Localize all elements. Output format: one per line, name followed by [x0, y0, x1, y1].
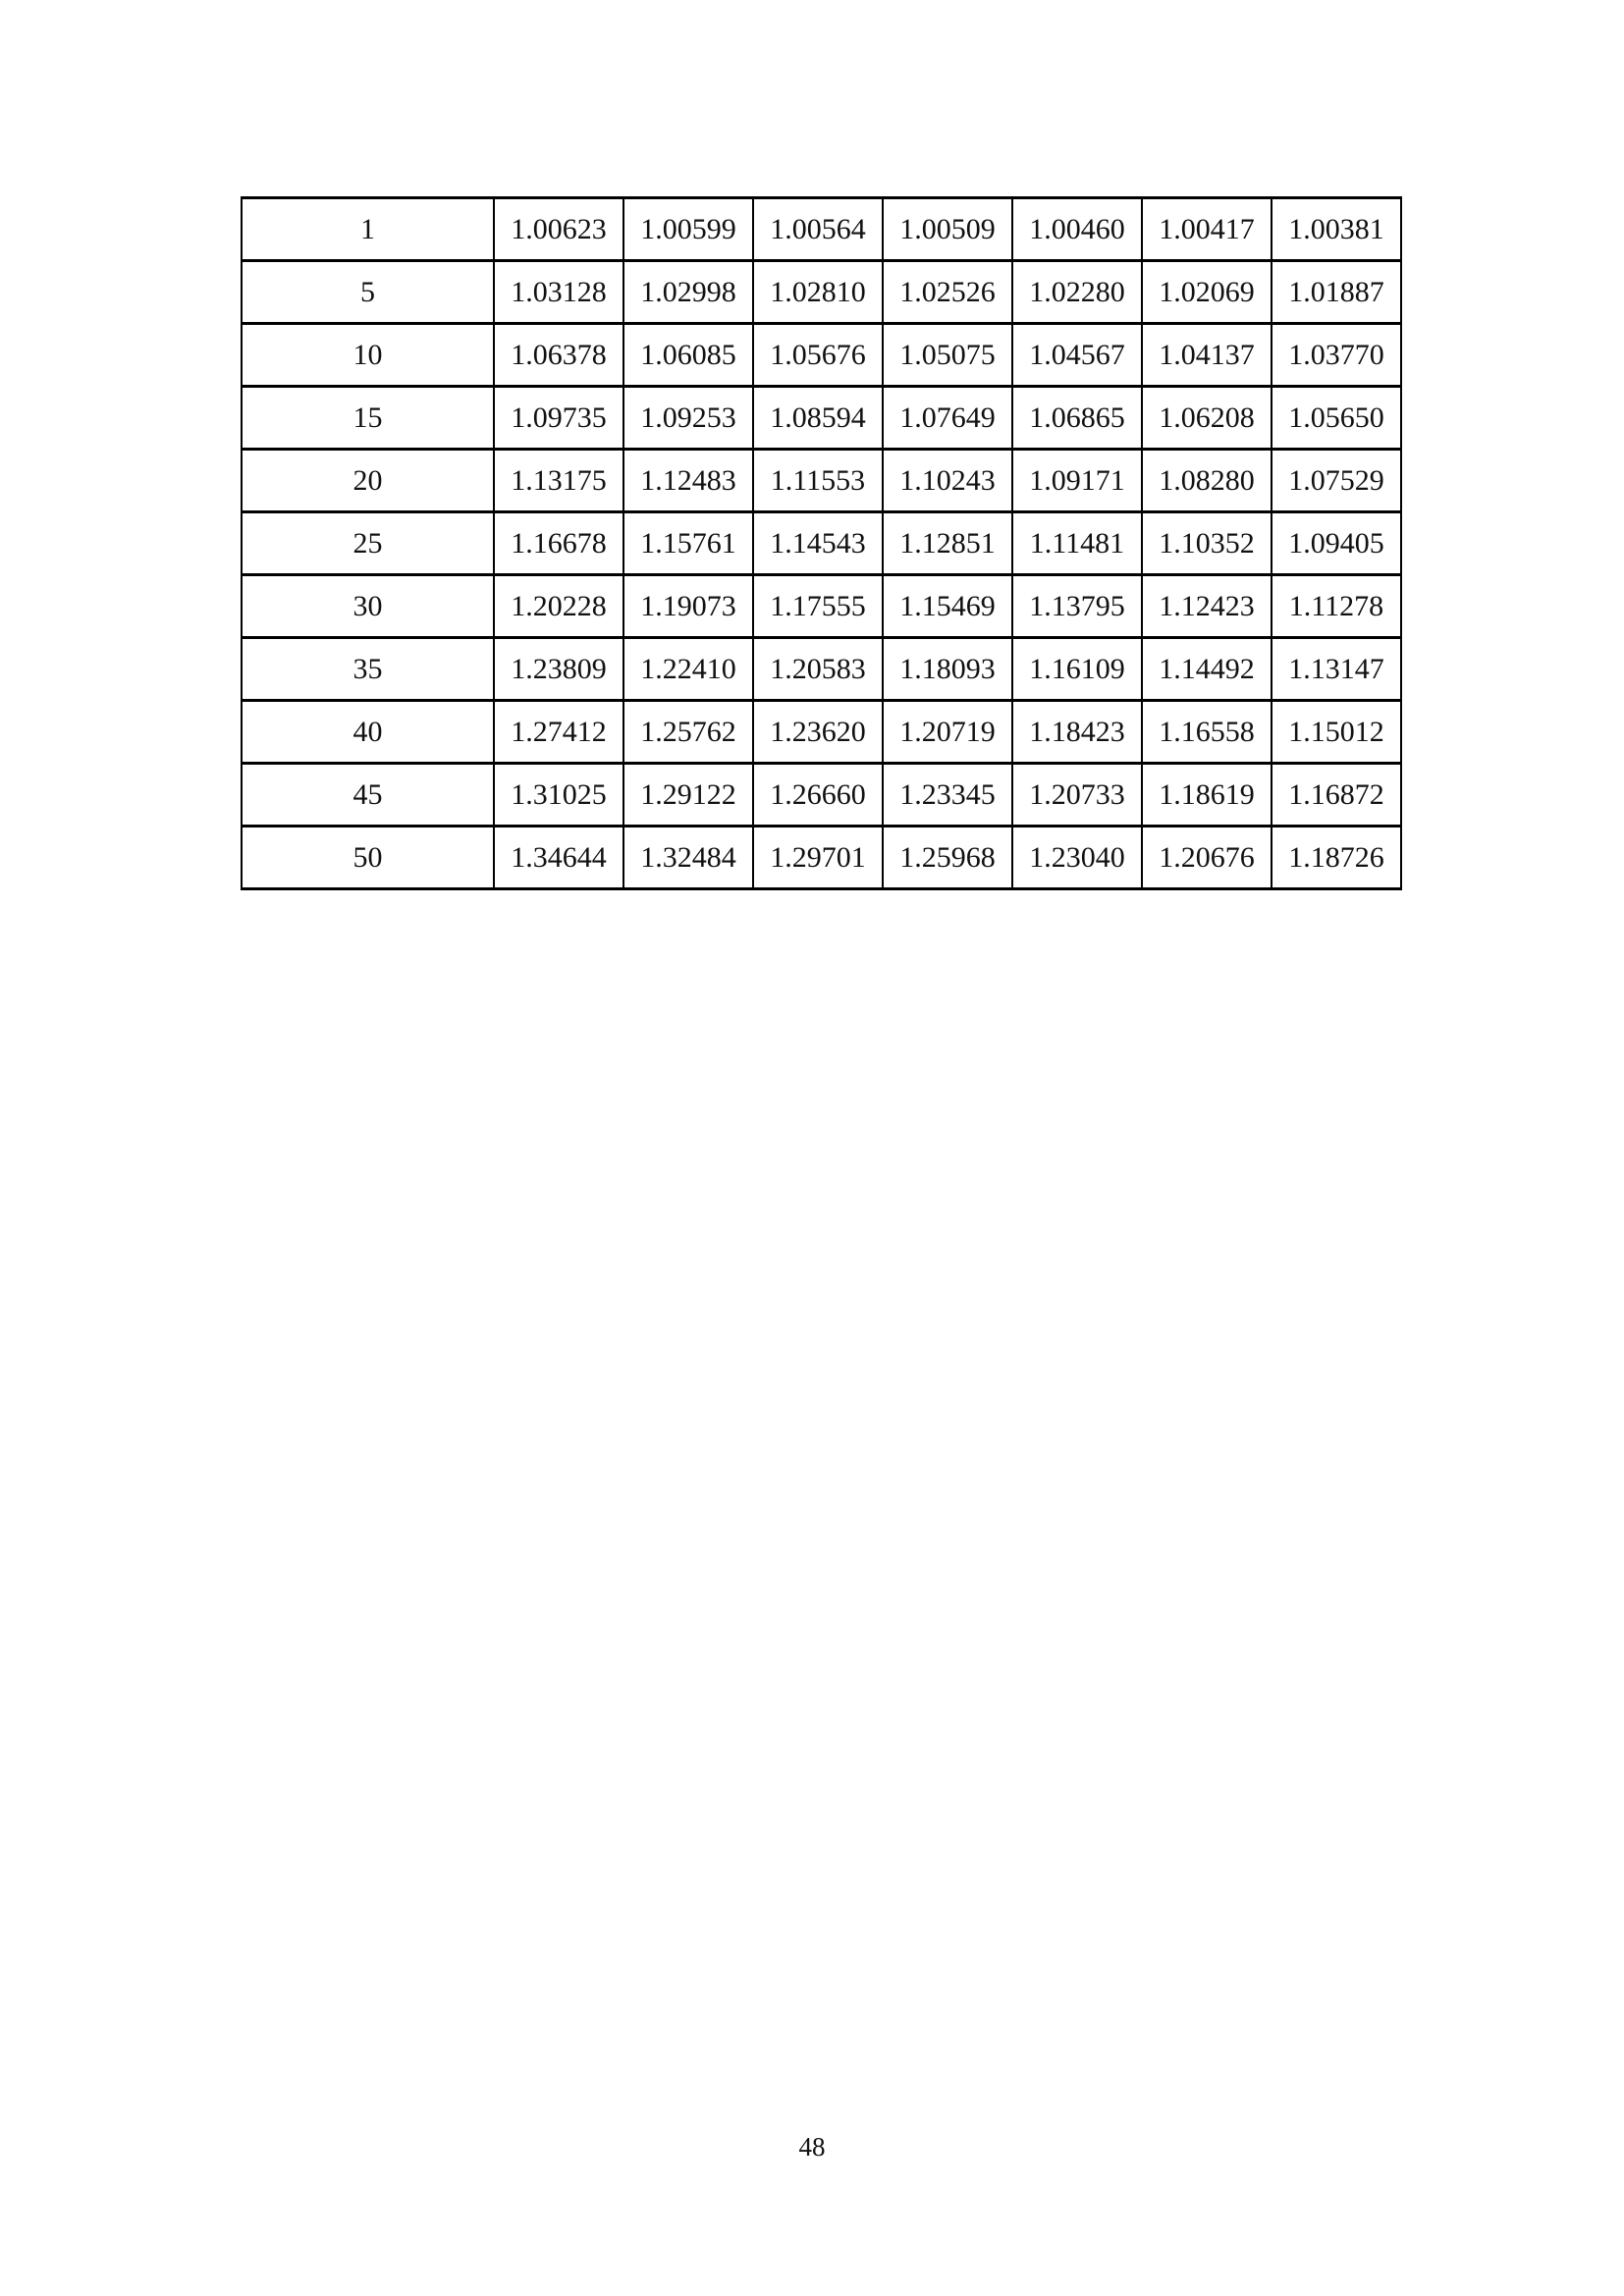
- value-cell: 1.02526: [883, 261, 1012, 324]
- row-label-cell: 5: [242, 261, 494, 324]
- value-cell: 1.16678: [494, 512, 623, 575]
- value-cell: 1.32484: [623, 827, 753, 889]
- value-cell: 1.06208: [1142, 387, 1272, 450]
- row-label-cell: 40: [242, 701, 494, 764]
- value-cell: 1.29122: [623, 764, 753, 827]
- value-cell: 1.09735: [494, 387, 623, 450]
- value-cell: 1.14543: [753, 512, 883, 575]
- value-cell: 1.23620: [753, 701, 883, 764]
- table-row: [242, 575, 1401, 638]
- value-cell: 1.20583: [753, 638, 883, 701]
- value-cell: 1.13175: [494, 450, 623, 512]
- row-label-cell: 45: [242, 764, 494, 827]
- value-cell: 1.18726: [1272, 827, 1401, 889]
- value-cell: 1.02069: [1142, 261, 1272, 324]
- table-row: [242, 324, 1401, 387]
- table-row: [242, 827, 1401, 889]
- value-cell: 1.00599: [623, 198, 753, 261]
- table-row: [242, 512, 1401, 575]
- value-cell: 1.08594: [753, 387, 883, 450]
- value-cell: 1.26660: [753, 764, 883, 827]
- value-cell: 1.00564: [753, 198, 883, 261]
- value-cell: 1.04137: [1142, 324, 1272, 387]
- value-cell: 1.17555: [753, 575, 883, 638]
- value-cell: 1.25968: [883, 827, 1012, 889]
- value-cell: 1.05650: [1272, 387, 1401, 450]
- value-cell: 1.00460: [1012, 198, 1142, 261]
- value-cell: 1.12483: [623, 450, 753, 512]
- value-cell: 1.00417: [1142, 198, 1272, 261]
- table-row: [242, 764, 1401, 827]
- value-cell: 1.09171: [1012, 450, 1142, 512]
- value-cell: 1.15012: [1272, 701, 1401, 764]
- table-row: [242, 387, 1401, 450]
- value-cell: 1.23809: [494, 638, 623, 701]
- value-cell: 1.00381: [1272, 198, 1401, 261]
- value-cell: 1.05075: [883, 324, 1012, 387]
- value-cell: 1.16872: [1272, 764, 1401, 827]
- value-cell: 1.09253: [623, 387, 753, 450]
- row-label-cell: 25: [242, 512, 494, 575]
- value-cell: 1.31025: [494, 764, 623, 827]
- value-cell: 1.07529: [1272, 450, 1401, 512]
- value-cell: 1.23040: [1012, 827, 1142, 889]
- value-cell: 1.00509: [883, 198, 1012, 261]
- value-cell: 1.13147: [1272, 638, 1401, 701]
- row-label-cell: 20: [242, 450, 494, 512]
- table-row: [242, 638, 1401, 701]
- value-cell: 1.08280: [1142, 450, 1272, 512]
- value-cell: 1.11278: [1272, 575, 1401, 638]
- value-cell: 1.06378: [494, 324, 623, 387]
- value-cell: 1.19073: [623, 575, 753, 638]
- value-cell: 1.20676: [1142, 827, 1272, 889]
- value-cell: 1.22410: [623, 638, 753, 701]
- value-cell: 1.16109: [1012, 638, 1142, 701]
- value-cell: 1.03128: [494, 261, 623, 324]
- value-cell: 1.18423: [1012, 701, 1142, 764]
- value-cell: 1.13795: [1012, 575, 1142, 638]
- table-body: [242, 198, 1401, 889]
- value-cell: 1.01887: [1272, 261, 1401, 324]
- value-cell: 1.10352: [1142, 512, 1272, 575]
- value-cell: 1.12851: [883, 512, 1012, 575]
- table-row: [242, 261, 1401, 324]
- value-cell: 1.02280: [1012, 261, 1142, 324]
- row-label-cell: 15: [242, 387, 494, 450]
- value-cell: 1.20719: [883, 701, 1012, 764]
- row-label-cell: 1: [242, 198, 494, 261]
- value-cell: 1.20733: [1012, 764, 1142, 827]
- value-cell: 1.15761: [623, 512, 753, 575]
- value-cell: 1.27412: [494, 701, 623, 764]
- data-table: [241, 196, 1402, 890]
- table-row: [242, 701, 1401, 764]
- value-cell: 1.05676: [753, 324, 883, 387]
- value-cell: 1.06865: [1012, 387, 1142, 450]
- value-cell: 1.14492: [1142, 638, 1272, 701]
- value-cell: 1.29701: [753, 827, 883, 889]
- table-row: [242, 198, 1401, 261]
- value-cell: 1.34644: [494, 827, 623, 889]
- value-cell: 1.02998: [623, 261, 753, 324]
- row-label-cell: 10: [242, 324, 494, 387]
- value-cell: 1.04567: [1012, 324, 1142, 387]
- page-number: 48: [798, 2132, 826, 2162]
- table-row: [242, 450, 1401, 512]
- value-cell: 1.07649: [883, 387, 1012, 450]
- row-label-cell: 30: [242, 575, 494, 638]
- value-cell: 1.00623: [494, 198, 623, 261]
- row-label-cell: 35: [242, 638, 494, 701]
- value-cell: 1.06085: [623, 324, 753, 387]
- value-cell: 1.20228: [494, 575, 623, 638]
- value-cell: 1.18619: [1142, 764, 1272, 827]
- value-cell: 1.12423: [1142, 575, 1272, 638]
- value-cell: 1.11553: [753, 450, 883, 512]
- value-cell: 1.10243: [883, 450, 1012, 512]
- value-cell: 1.25762: [623, 701, 753, 764]
- value-cell: 1.15469: [883, 575, 1012, 638]
- value-cell: 1.03770: [1272, 324, 1401, 387]
- value-cell: 1.18093: [883, 638, 1012, 701]
- value-cell: 1.23345: [883, 764, 1012, 827]
- value-cell: 1.09405: [1272, 512, 1401, 575]
- row-label-cell: 50: [242, 827, 494, 889]
- value-cell: 1.02810: [753, 261, 883, 324]
- value-cell: 1.11481: [1012, 512, 1142, 575]
- value-cell: 1.16558: [1142, 701, 1272, 764]
